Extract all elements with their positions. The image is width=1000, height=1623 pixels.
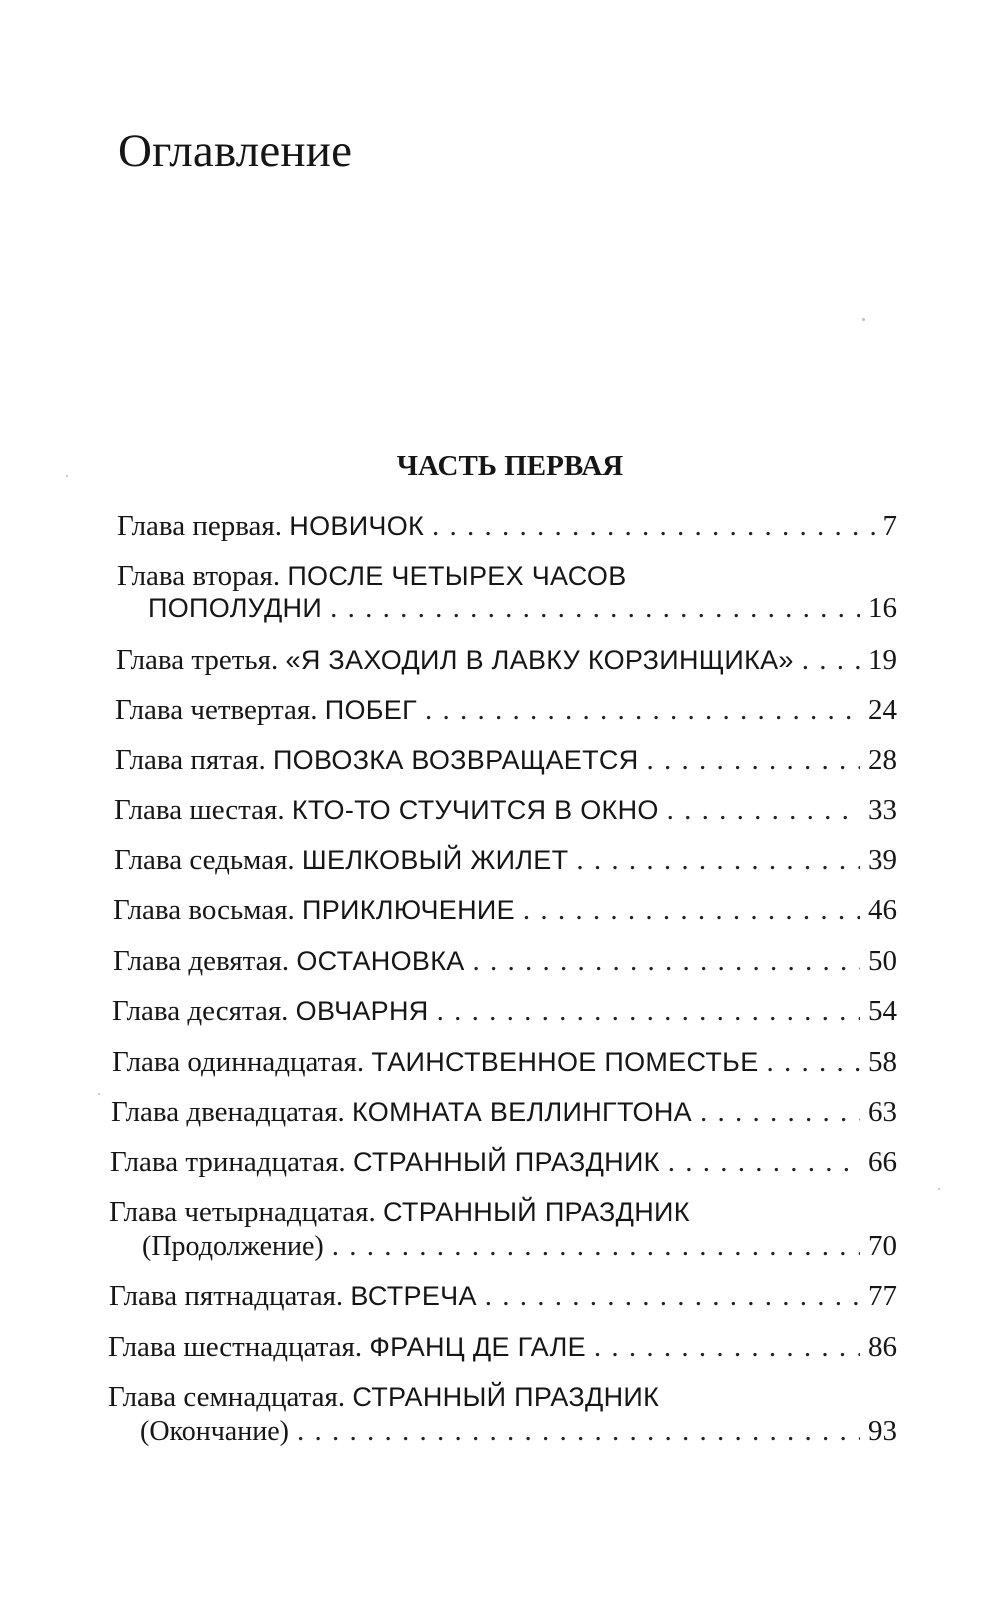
toc-entry-line [117, 558, 627, 594]
chapter-title: КОМНАТА ВЕЛЛИНГТОНА [352, 1097, 692, 1127]
dot-leader [425, 692, 860, 728]
paper-speck [98, 1093, 100, 1095]
chapter-title-continuation: (Окончание) [140, 1416, 289, 1447]
chapter-number: Глава семнадцатая. [108, 1381, 353, 1413]
toc-entry-continuation [142, 1228, 897, 1265]
paper-speck [938, 1188, 940, 1190]
chapter-number: Глава двенадцатая. [111, 1096, 353, 1128]
dot-leader [332, 1228, 860, 1264]
dot-leader [473, 943, 860, 979]
chapter-number: Глава первая. [117, 510, 290, 542]
dot-leader [667, 792, 860, 828]
chapter-title: ШЕЛКОВЫЙ ЖИЛЕТ [301, 845, 569, 875]
toc-entry-line [112, 993, 897, 1029]
chapter-number: Глава третья. [116, 644, 286, 676]
chapter-title: СТРАННЫЙ ПРАЗДНИК [352, 1382, 660, 1412]
page-number: 63 [868, 1096, 897, 1128]
chapter-number: Глава вторая. [117, 560, 288, 592]
page-number: 24 [868, 694, 897, 726]
chapter-title: ПРИКЛЮЧЕНИЕ [302, 895, 515, 925]
page-number: 58 [868, 1046, 897, 1078]
chapter-title: «Я ЗАХОДИЛ В ЛАВКУ КОРЗИНЩИКА» [285, 645, 794, 675]
toc-entry-line [116, 642, 897, 678]
paper-speck [862, 318, 865, 321]
dot-leader [647, 742, 861, 778]
toc-entry-line [117, 508, 897, 544]
page-number: 33 [868, 794, 897, 826]
toc-entry-continuation [140, 1413, 897, 1450]
toc-entry-line [108, 1379, 659, 1415]
chapter-title: ПОБЕГ [324, 695, 418, 725]
chapter-number: Глава четвертая. [115, 694, 325, 726]
toc-entry-line [114, 792, 897, 828]
page-number: 93 [868, 1415, 897, 1447]
page-number: 54 [868, 995, 897, 1027]
chapter-number: Глава шестнадцатая. [108, 1331, 370, 1363]
chapter-number: Глава четырнадцатая. [109, 1196, 383, 1228]
toc-entry-line [110, 1144, 897, 1180]
chapter-number: Глава восьмая. [113, 894, 303, 926]
paper-speck [66, 475, 68, 477]
chapter-title: КТО-ТО СТУЧИТСЯ В ОКНО [291, 795, 659, 825]
chapter-title: НОВИЧОК [289, 511, 425, 541]
page-title: Оглавление [118, 125, 353, 177]
chapter-title: СТРАННЫЙ ПРАЗДНИК [383, 1197, 690, 1227]
dot-leader [432, 508, 874, 544]
chapter-title: ОВЧАРНЯ [295, 996, 429, 1026]
chapter-title: ОСТАНОВКА [296, 946, 465, 976]
dot-leader [668, 1144, 860, 1180]
part-heading: ЧАСТЬ ПЕРВАЯ [396, 450, 624, 482]
chapter-title: ТАИНСТВЕННОЕ ПОМЕСТЬЕ [371, 1047, 759, 1077]
toc-entry-line [113, 892, 897, 928]
page-number: 28 [868, 744, 897, 776]
dot-leader [297, 1413, 860, 1449]
chapter-number: Глава шестая. [114, 794, 292, 826]
chapter-number: Глава седьмая. [114, 844, 302, 876]
toc-entry-line [115, 742, 897, 778]
toc-entry-line [108, 1329, 897, 1365]
page-number: 46 [868, 894, 897, 926]
toc-entry-continuation [148, 590, 897, 626]
chapter-number: Глава одиннадцатая. [112, 1046, 372, 1078]
toc-entry-line [109, 1278, 897, 1314]
chapter-title-continuation: (Продолжение) [142, 1231, 324, 1262]
chapter-number: Глава тринадцатая. [110, 1146, 353, 1178]
chapter-number: Глава пятая. [115, 744, 273, 776]
chapter-title: СТРАННЫЙ ПРАЗДНИК [352, 1147, 660, 1177]
chapter-title: ФРАНЦ ДЕ ГАЛЕ [369, 1332, 586, 1362]
chapter-number: Глава десятая. [112, 995, 296, 1027]
toc-entry-line [114, 842, 897, 878]
chapter-title-continuation: ПОПОЛУДНИ [148, 593, 323, 623]
toc-entry-line [113, 943, 897, 979]
toc-entry-line [109, 1194, 690, 1230]
chapter-number: Глава пятнадцатая. [109, 1280, 351, 1312]
toc-entry-line [111, 1094, 897, 1130]
page-number: 77 [868, 1280, 897, 1312]
page-number: 66 [868, 1146, 897, 1178]
dot-leader [523, 892, 860, 928]
chapter-title: ПОСЛЕ ЧЕТЫРЕХ ЧАСОВ [287, 561, 627, 591]
page-number: 50 [868, 945, 897, 977]
dot-leader [767, 1044, 860, 1080]
page-number: 86 [868, 1331, 897, 1363]
dot-leader [802, 642, 860, 678]
dot-leader [485, 1278, 860, 1314]
chapter-title: ПОВОЗКА ВОЗВРАЩАЕТСЯ [272, 745, 639, 775]
dot-leader [330, 590, 860, 626]
page-number: 16 [868, 592, 897, 624]
dot-leader [594, 1329, 860, 1365]
dot-leader [576, 842, 860, 878]
page-number: 70 [868, 1230, 897, 1262]
page-number: 39 [868, 844, 897, 876]
dot-leader [700, 1094, 860, 1130]
page-number: 19 [868, 644, 897, 676]
toc-entry-line [115, 692, 897, 728]
page-number: 7 [882, 510, 897, 542]
chapter-number: Глава девятая. [113, 945, 297, 977]
toc-entry-line [112, 1044, 897, 1080]
chapter-title: ВСТРЕЧА [350, 1281, 477, 1311]
dot-leader [437, 993, 860, 1029]
